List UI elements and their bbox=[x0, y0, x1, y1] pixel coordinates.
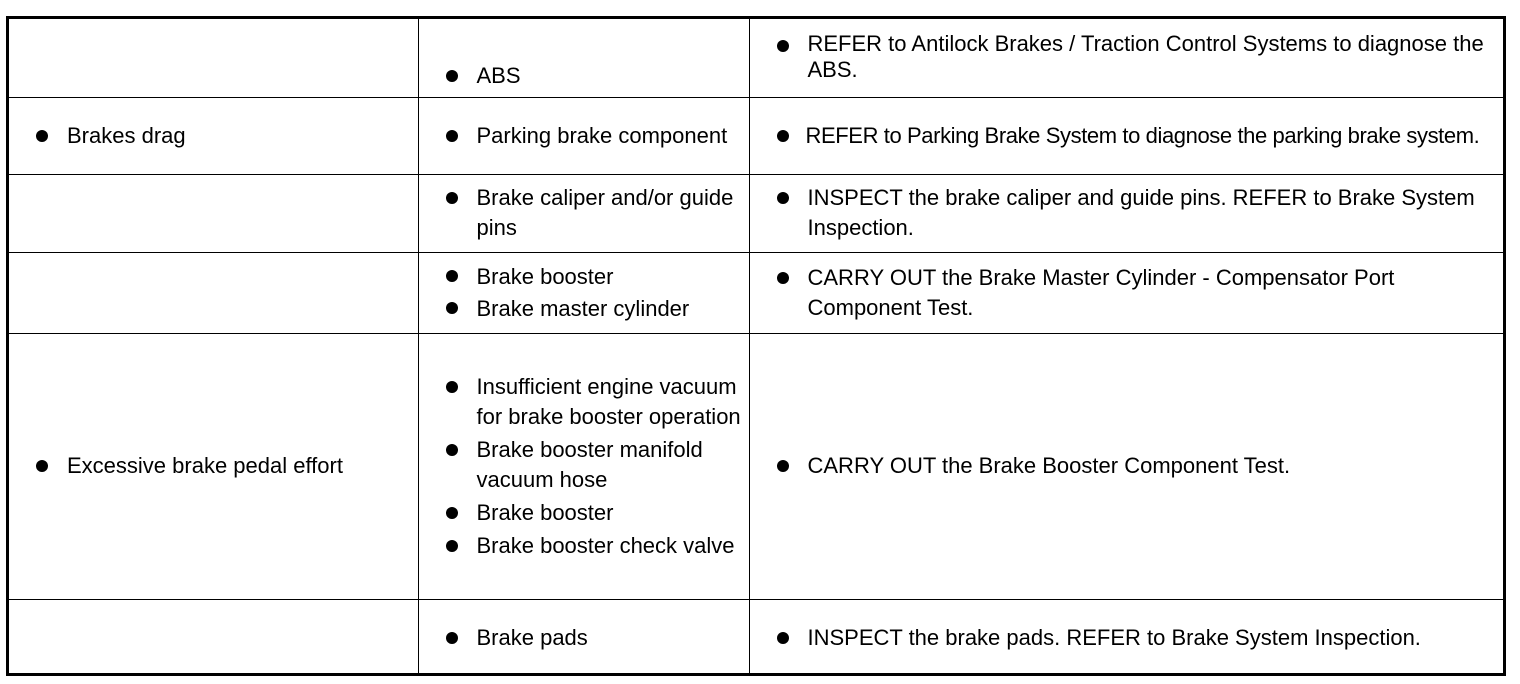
action-item: CARRY OUT the Brake Booster Component Test. bbox=[750, 451, 1504, 481]
source-item: Brake master cylinder bbox=[419, 293, 749, 325]
source-item: Insufficient engine vacuum for brake booster operation bbox=[419, 372, 749, 432]
source-item: Brake caliper and/or guide pins bbox=[419, 183, 749, 243]
source-cell bbox=[418, 252, 749, 333]
action-cell bbox=[749, 599, 1503, 676]
symptom-item: Excessive brake pedal effort bbox=[9, 451, 418, 481]
source-item: Parking brake component bbox=[419, 121, 749, 151]
symptom-cell bbox=[9, 599, 418, 676]
source-item: ABS bbox=[419, 61, 749, 91]
action-item: CARRY OUT the Brake Master Cylinder - Compensator Port Component Test. bbox=[750, 263, 1504, 323]
symptom-chart-table bbox=[6, 16, 1506, 676]
action-cell bbox=[749, 252, 1503, 333]
table-row bbox=[9, 252, 1503, 333]
diagnosis-table bbox=[9, 19, 1503, 676]
symptom-item: Brakes drag bbox=[9, 121, 418, 151]
symptom-cell bbox=[9, 252, 418, 333]
source-item: Brake booster bbox=[419, 261, 749, 293]
action-cell bbox=[749, 333, 1503, 599]
source-item: Brake booster bbox=[419, 498, 749, 528]
symptom-cell bbox=[9, 19, 418, 97]
source-item: Brake booster check valve bbox=[419, 531, 749, 561]
action-item: REFER to Parking Brake System to diagnose the parking brake system. bbox=[750, 121, 1504, 151]
table-row bbox=[9, 174, 1503, 252]
action-item: INSPECT the brake caliper and guide pins. REFER to Brake System Inspection. bbox=[750, 183, 1504, 243]
action-item: INSPECT the brake pads. REFER to Brake System Inspection. bbox=[750, 623, 1504, 653]
source-cell bbox=[418, 19, 749, 97]
source-cell bbox=[418, 599, 749, 676]
source-item: Brake booster manifold vacuum hose bbox=[419, 435, 749, 495]
symptom-cell bbox=[9, 97, 418, 174]
table-row bbox=[9, 333, 1503, 599]
source-cell bbox=[418, 97, 749, 174]
source-item: Brake pads bbox=[419, 623, 749, 653]
table-row bbox=[9, 599, 1503, 676]
action-item: REFER to Antilock Brakes / Traction Control Systems to diagnose the ABS. bbox=[750, 31, 1504, 83]
source-cell bbox=[418, 174, 749, 252]
action-cell bbox=[749, 174, 1503, 252]
symptom-cell bbox=[9, 333, 418, 599]
table-row bbox=[9, 97, 1503, 174]
source-cell bbox=[418, 333, 749, 599]
action-cell bbox=[749, 97, 1503, 174]
action-cell bbox=[749, 19, 1503, 97]
table-row bbox=[9, 19, 1503, 97]
symptom-cell bbox=[9, 174, 418, 252]
